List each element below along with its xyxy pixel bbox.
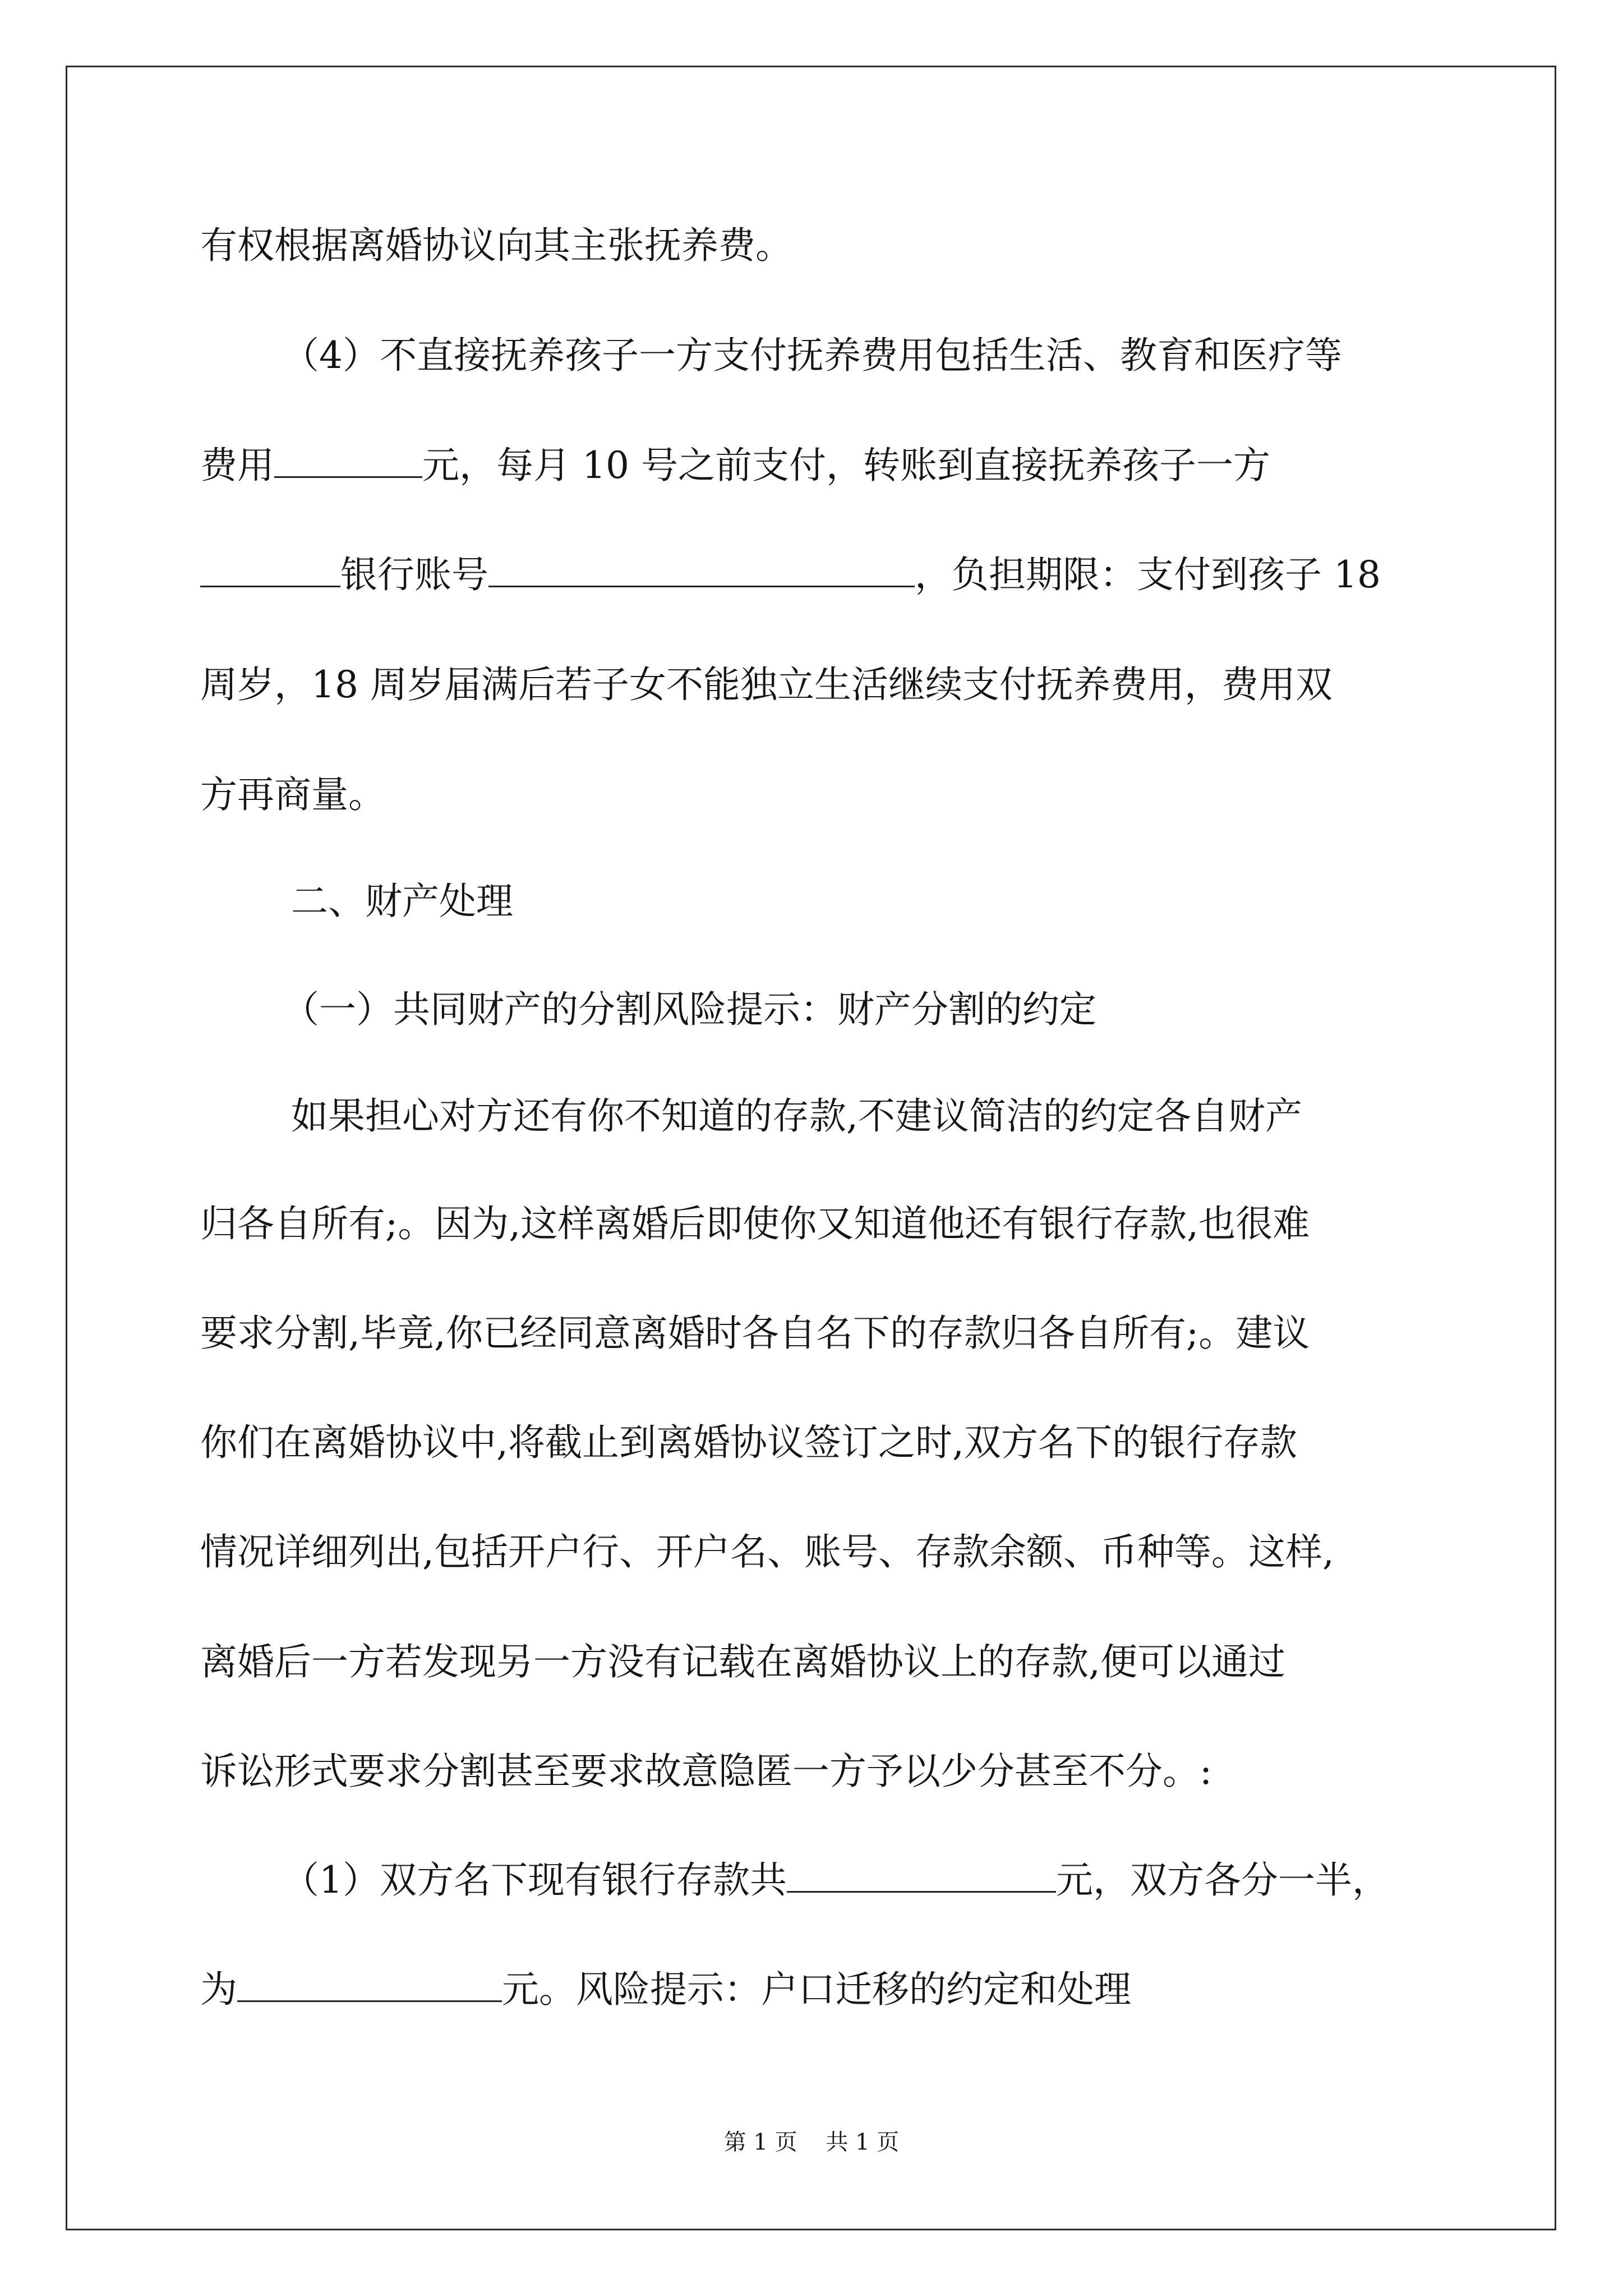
text-line: 归各自所有;。因为,这样离婚后即使你又知道他还有银行存款,也很难: [200, 1202, 1310, 1245]
section-heading: 二、财产处理: [291, 880, 513, 923]
fill-in-blank: [787, 1860, 1056, 1893]
text-span: 银行账号: [340, 553, 488, 596]
text-span: ，负担期限：支付到孩子 18: [915, 553, 1381, 596]
text-span: 元，双方各分一半，: [1056, 1858, 1389, 1902]
text-span: 元，每月 10 号之前支付，转账到直接抚养孩子一方: [422, 444, 1270, 487]
text-line: [200, 443, 1270, 488]
text-line: [282, 1858, 1389, 1903]
text-line: 有权根据离婚协议向其主张抚养费。: [200, 224, 792, 267]
fill-in-blank: [200, 554, 340, 587]
fill-in-blank: [237, 1969, 502, 2002]
page-number-footer: 第 1 页 共 1 页: [723, 2129, 900, 2155]
text-span: （1）双方名下现有银行存款共: [282, 1858, 787, 1902]
text-line: 如果担心对方还有你不知道的存款,不建议简洁的约定各自财产: [291, 1094, 1302, 1138]
fill-in-blank: [488, 554, 915, 587]
fill-in-blank: [274, 445, 422, 478]
text-line: 情况详细列出,包括开户行、开户名、账号、存款余额、币种等。这样,: [200, 1530, 1334, 1573]
subsection-heading: （一）共同财产的分割风险提示：财产分割的约定: [282, 988, 1096, 1031]
text-line: 离婚后一方若发现另一方没有记载在离婚协议上的存款,便可以通过: [200, 1640, 1285, 1683]
text-span: 为: [200, 1968, 237, 2011]
text-line: （4）不直接抚养孩子一方支付抚养费用包括生活、教育和医疗等: [282, 334, 1342, 377]
text-line: 要求分割,毕竟,你已经同意离婚时各自名下的存款归各自所有;。建议: [200, 1312, 1310, 1355]
text-line: [200, 1967, 1131, 2012]
text-line: 方再商量。: [200, 773, 385, 816]
text-span: 费用: [200, 444, 274, 487]
text-line: 周岁，18 周岁届满后若子女不能独立生活继续支付抚养费用，费用双: [200, 663, 1332, 706]
text-line: 你们在离婚协议中,将截止到离婚协议签订之时,双方名下的银行存款: [200, 1421, 1297, 1464]
text-span: 元。风险提示：户口迁移的约定和处理: [502, 1968, 1131, 2011]
page-border: [66, 66, 1556, 2230]
text-line: 诉讼形式要求分割甚至要求故意隐匿一方予以少分甚至不分。:: [200, 1750, 1212, 1793]
text-line: [200, 553, 1381, 597]
